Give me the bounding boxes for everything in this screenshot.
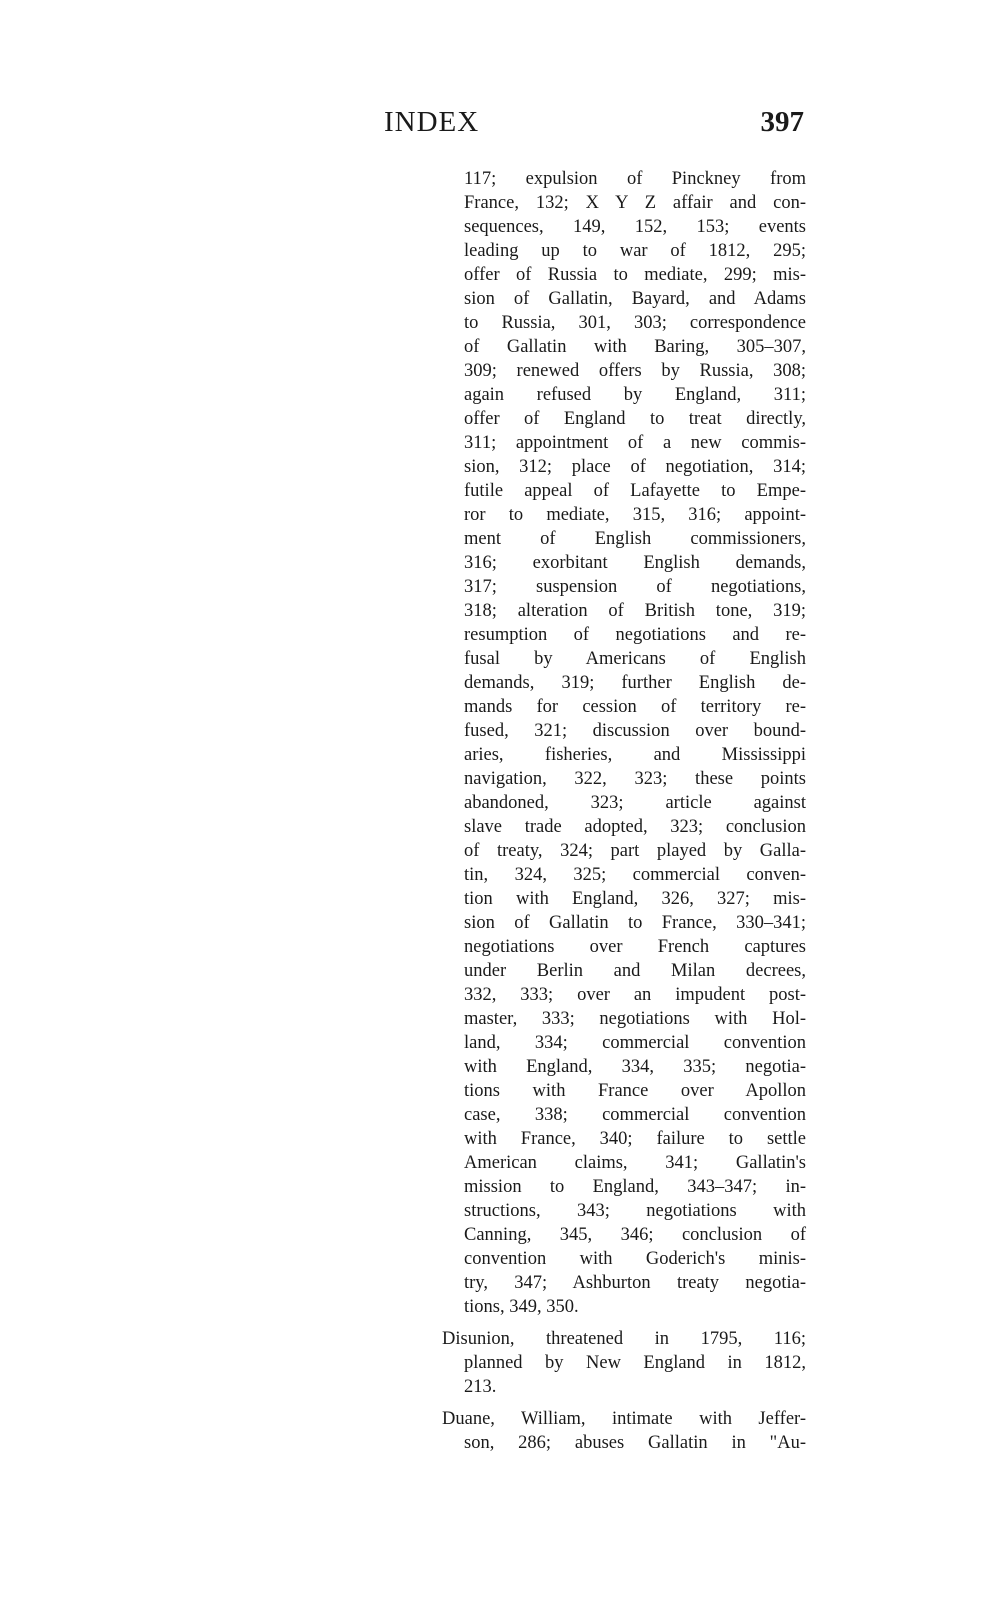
entry-line: tions with France over Apollon [464,1081,806,1101]
entry-line: negotiations over French captures [464,937,806,957]
entry-line: 316; exorbitant English demands, [464,553,806,573]
entry-headword-line: Disunion, threatened in 1795, 116; [442,1329,806,1349]
entry-line: fused, 321; discussion over bound- [464,721,806,741]
index-column [442,167,806,1455]
entry-line: sion of Gallatin, Bayard, and Adams [464,289,806,309]
page-title: INDEX [384,106,480,138]
entry-line: convention with Goderich's minis- [464,1249,806,1269]
entry-line: tin, 324, 325; commercial conven- [464,865,806,885]
entry-headword-line: Duane, William, intimate with Jeffer- [442,1409,806,1429]
entry-line: 117; expulsion of Pinckney from [464,169,806,189]
entry-line: slave trade adopted, 323; conclusion [464,817,806,837]
entry-line: sequences, 149, 152, 153; events [464,217,806,237]
index-entry-continuation [442,167,806,1319]
entry-line: abandoned, 323; article against [464,793,806,813]
entry-line: of Gallatin with Baring, 305–307, [464,337,806,357]
entry-line: with England, 334, 335; negotia- [464,1057,806,1077]
entry-line: ment of English commissioners, [464,529,806,549]
entry-line: 311; appointment of a new commis- [464,433,806,453]
entry-line: son, 286; abuses Gallatin in "Au- [464,1433,806,1453]
entry-line: case, 338; commercial convention [464,1105,806,1125]
entry-line: American claims, 341; Gallatin's [464,1153,806,1173]
entry-line: offer of Russia to mediate, 299; mis- [464,265,806,285]
entry-line: 318; alteration of British tone, 319; [464,601,806,621]
entry-line: structions, 343; negotiations with [464,1201,806,1221]
entry-line: try, 347; Ashburton treaty negotia- [464,1273,806,1293]
entry-line: to Russia, 301, 303; correspondence [464,313,806,333]
entry-line: ror to mediate, 315, 316; appoint- [464,505,806,525]
entry-line: futile appeal of Lafayette to Empe- [464,481,806,501]
entry-line: of treaty, 324; part played by Galla- [464,841,806,861]
entry-line: offer of England to treat directly, [464,409,806,429]
entry-line: master, 333; negotiations with Hol- [464,1009,806,1029]
entry-line: fusal by Americans of English [464,649,806,669]
entry-line: demands, 319; further English de- [464,673,806,693]
entry-line: mission to England, 343–347; in- [464,1177,806,1197]
entry-line: mands for cession of territory re- [464,697,806,717]
entry-line: 317; suspension of negotiations, [464,577,806,597]
entry-line: 309; renewed offers by Russia, 308; [464,361,806,381]
entry-line: Canning, 345, 346; conclusion of [464,1225,806,1245]
entry-line: planned by New England in 1812, [464,1353,806,1373]
index-entry-duane [442,1407,806,1455]
page-number: 397 [760,106,804,138]
entry-line: land, 334; commercial convention [464,1033,806,1053]
entry-line: aries, fisheries, and Mississippi [464,745,806,765]
entry-line: France, 132; X Y Z affair and con- [464,193,806,213]
entry-line: 213. [464,1377,497,1397]
entry-line: with France, 340; failure to settle [464,1129,806,1149]
entry-line: tion with England, 326, 327; mis- [464,889,806,909]
entry-line: sion, 312; place of negotiation, 314; [464,457,806,477]
entry-line: tions, 349, 350. [464,1297,579,1317]
entry-line: under Berlin and Milan decrees, [464,961,806,981]
entry-line: sion of Gallatin to France, 330–341; [464,913,806,933]
entry-line: resumption of negotiations and re- [464,625,806,645]
entry-line: leading up to war of 1812, 295; [464,241,806,261]
entry-line: 332, 333; over an impudent post- [464,985,806,1005]
entry-line: navigation, 322, 323; these points [464,769,806,789]
running-head [384,106,804,146]
index-entry-disunion [442,1327,806,1399]
entry-line: again refused by England, 311; [464,385,806,405]
